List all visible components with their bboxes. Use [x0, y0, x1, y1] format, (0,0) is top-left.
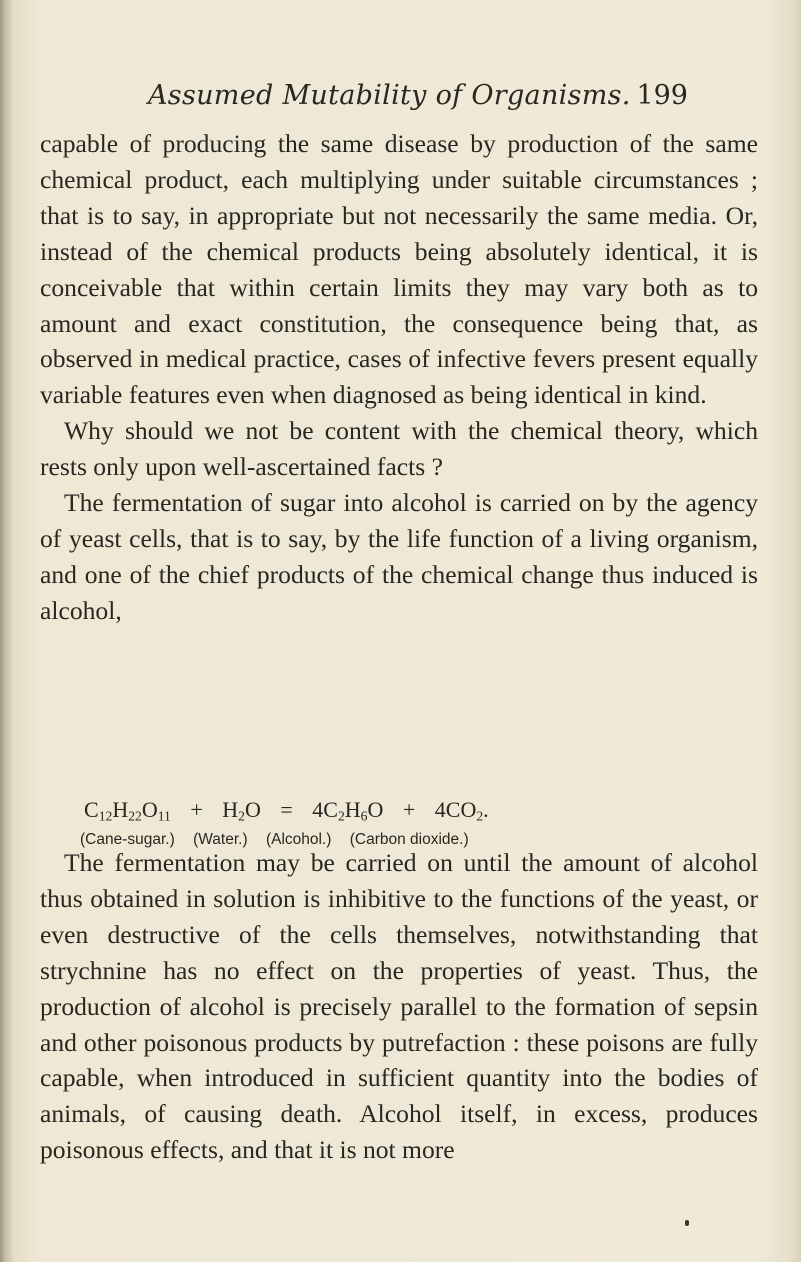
page-header	[148, 80, 688, 120]
label-alcohol: (Alcohol.)	[265, 831, 332, 849]
label-cane-sugar: (Cane-sugar.)	[80, 831, 175, 849]
binding-shadow	[0, 0, 14, 1262]
running-title: Assumed Mutability of Organisms.	[148, 80, 631, 111]
formula-carbon-dioxide: $4CO_2$.	[434, 797, 489, 824]
paragraph-question: Why should we not be content with the chemical theory, which rests only upon well-ascertained facts ?	[40, 416, 758, 482]
formula-alcohol: $4C_2H_6O$	[312, 797, 384, 824]
plus-sign-2: +	[402, 797, 416, 822]
paragraph-inhibition: The fermentation may be carried on until the amount of alcohol thus obtained in solution is inhibitive to the functions of the yeast, or even destructive of the cells themselves, notwithstanding that strychnine has no effect on the properties of yeast. Thus, the production of alcohol is precisely parallel to the formation of sepsin and other poisonous products by putrefaction : these poisons are fully capable, when introduced in sufficient quantity into the bodies of animals, of causing death. Alcohol itself, in excess, produces poisonous effects, and that it is not more	[40, 848, 758, 1165]
equals-sign: =	[280, 797, 293, 822]
paragraph-fermentation: The fermentation of sugar into alcohol is carried on by the agency of yeast cells, that is to say, by the life function of a living organism, and one of the chief products of the chemical change thus induced is alcohol,	[40, 488, 758, 625]
ink-speck	[685, 1220, 689, 1226]
label-water: (Water.)	[193, 831, 248, 849]
label-carbon-dioxide: (Carbon dioxide.)	[349, 831, 469, 849]
page-number: 199	[636, 80, 688, 111]
formula-cane-sugar: $C_{12}H_{22}O_{11}$	[84, 797, 171, 824]
equation-formula	[84, 796, 724, 830]
plus-sign: +	[190, 797, 203, 822]
body-text	[40, 126, 758, 629]
paragraph-continuation: capable of producing the same disease by production of the same chemical product, each multiplying under suitable circumstances ; that is to say, in appropriate but not necessarily the same media. Or, instead of the chemical products being absolutely identical, it is conceivable that within certain limits they may vary both as to amount and exact constitution, the consequence being that, as observed in medical practice, cases of infective fevers present equally variable features even when diagnosed as being identical in kind.	[40, 129, 758, 410]
formula-water: $H_2O$	[222, 797, 261, 824]
body-text-continued	[40, 845, 758, 1168]
chemical-equation	[80, 796, 724, 850]
